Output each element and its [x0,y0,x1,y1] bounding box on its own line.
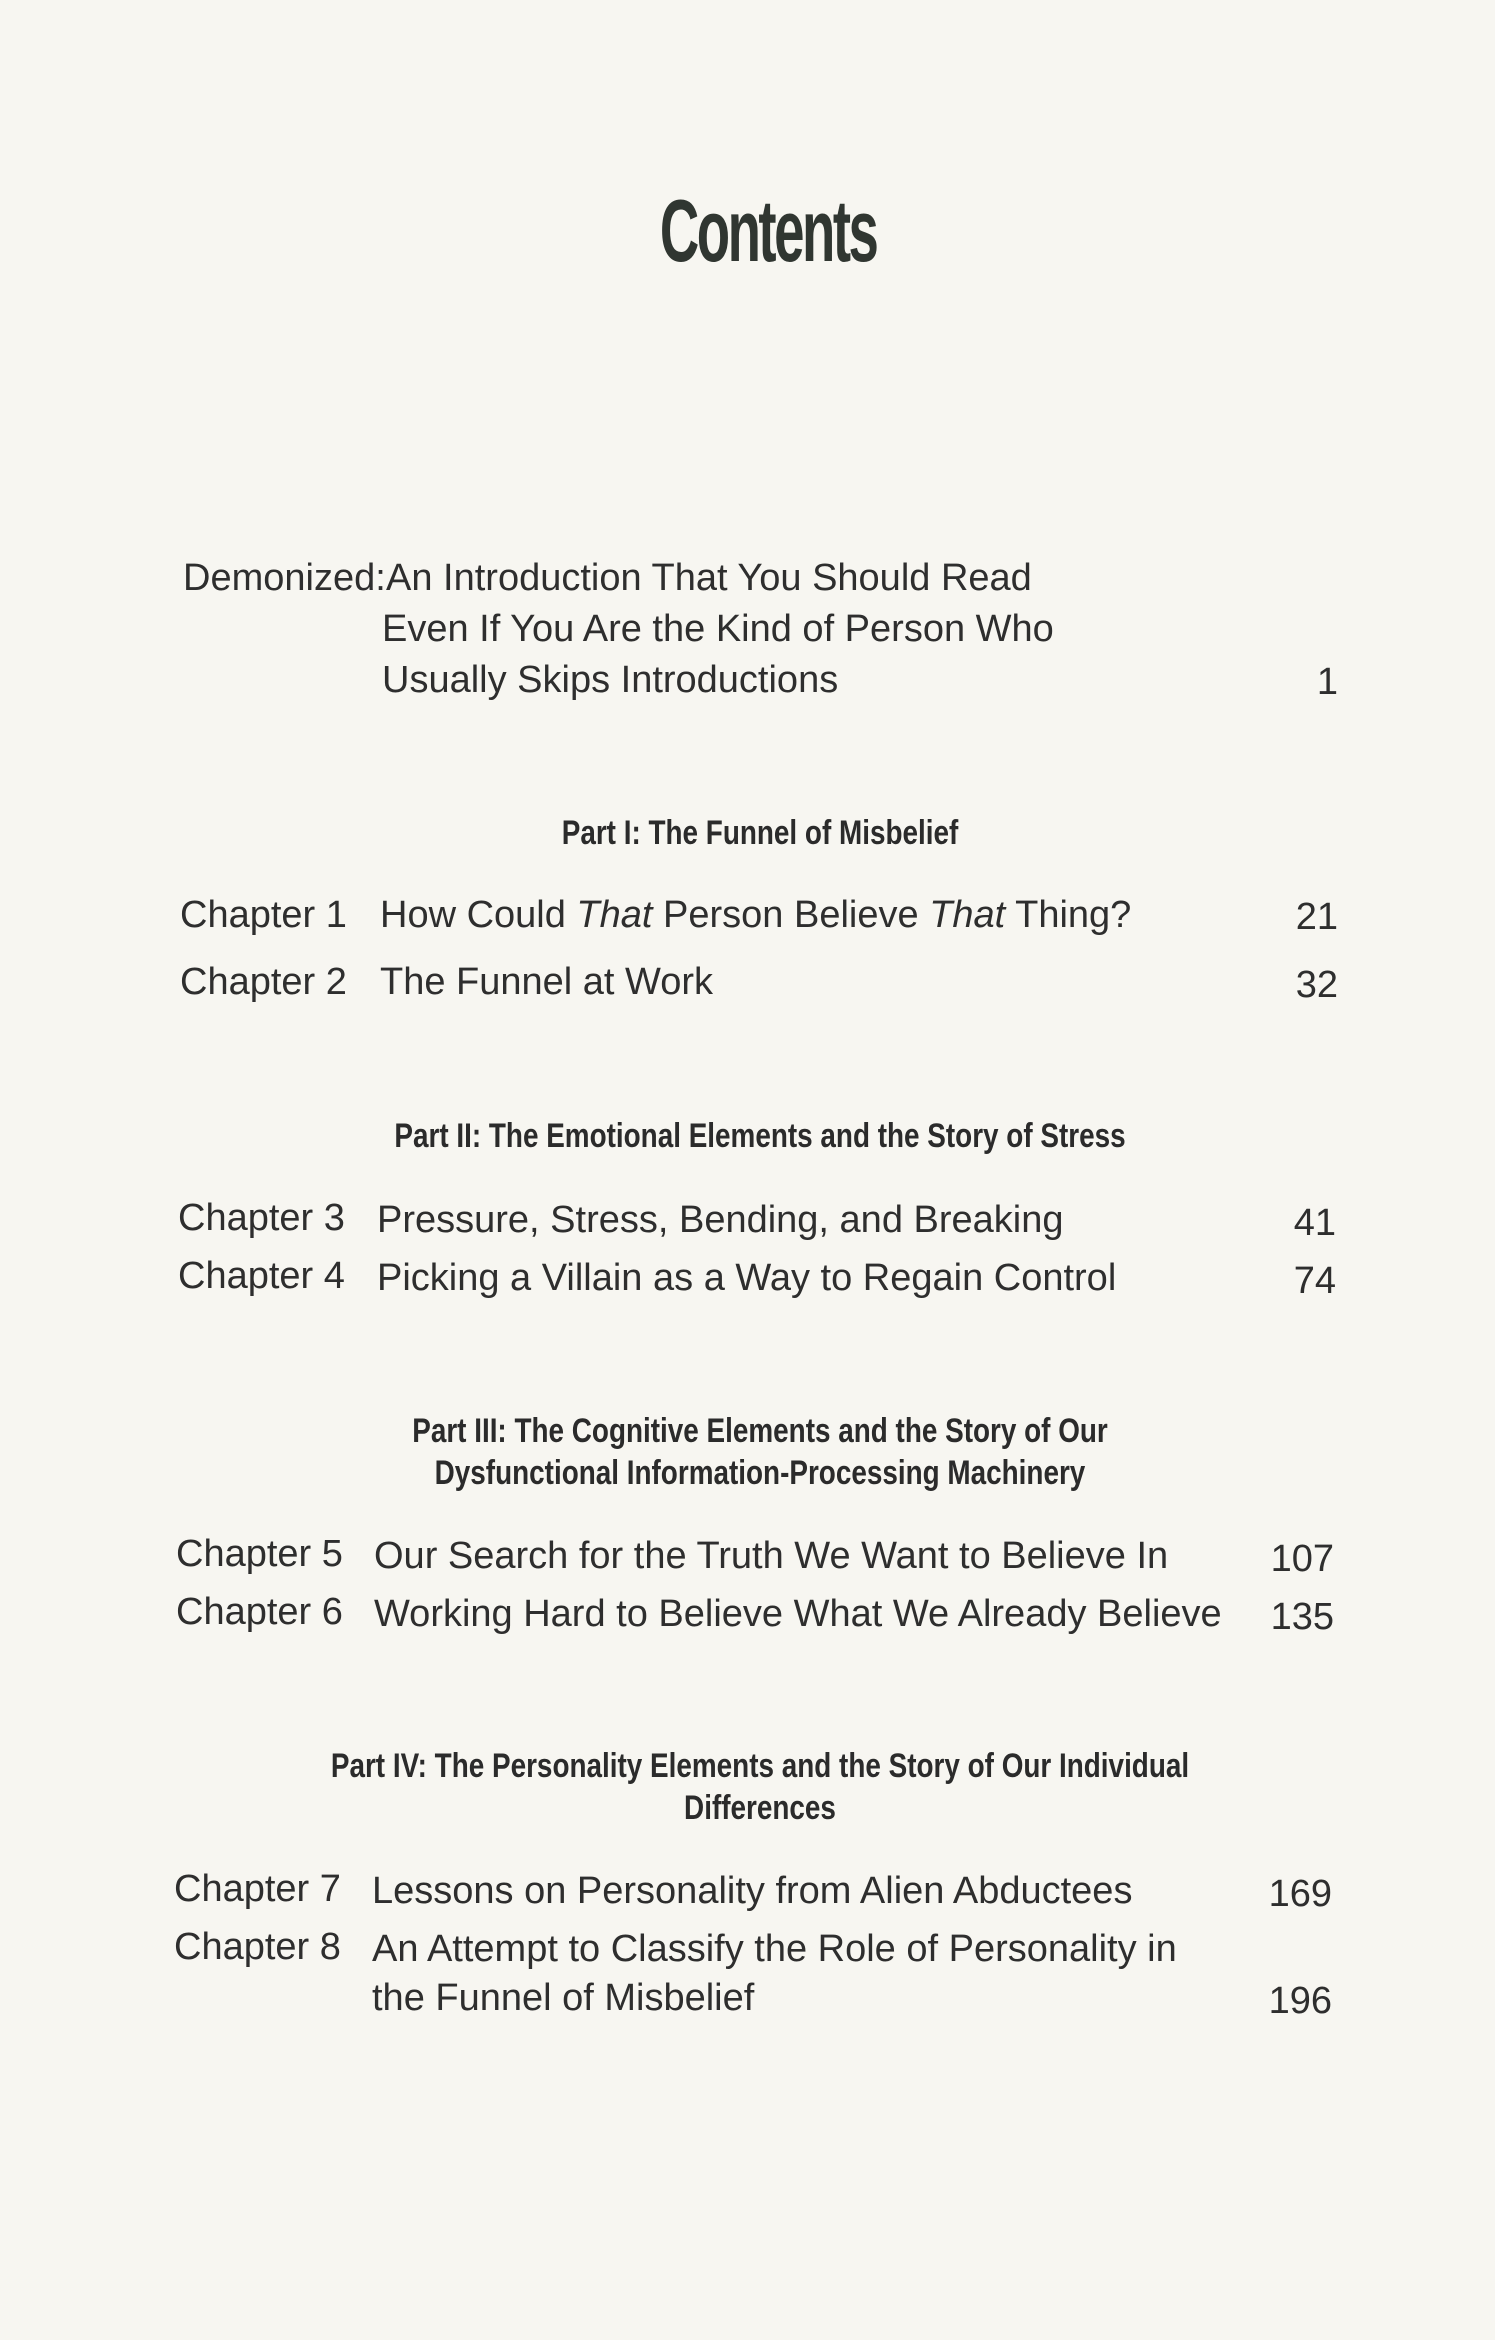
page-number: 196 [1268,1980,1332,2022]
page-number: 1 [1316,661,1338,703]
chapter-title: Our Search for the Truth We Want to Believe In [374,1535,1169,1577]
page-number: 169 [1268,1873,1332,1915]
page-number: 74 [1293,1260,1336,1302]
chapter-title-line: An Attempt to Classify the Role of Personality in [372,1928,1177,1970]
part-heading [137,812,1383,854]
chapter-title: The Funnel at Work [380,961,714,1003]
chapter-title: Working Hard to Believe What We Already Believe [374,1593,1222,1635]
chapter-title: How Could That Person Believe That Thing? [380,894,1132,936]
entry-title-line: An Introduction That You Should Read [386,557,1032,599]
chapter-label: Chapter 5 [176,1533,343,1575]
page-title: Contents [659,181,877,280]
page-number: 41 [1293,1202,1336,1244]
part-heading-line: Part III: The Cognitive Elements and the Story of Our [412,1412,1108,1450]
part-heading-line: Dysfunctional Information-Processing Machinery [434,1454,1086,1492]
page-number: 32 [1295,964,1338,1006]
chapter-label: Chapter 3 [178,1197,345,1239]
chapter-label: Chapter 6 [176,1591,343,1633]
chapter-title: Picking a Villain as a Way to Regain Control [377,1257,1117,1299]
part-heading-line: Part IV: The Personality Elements and the Story of Our Individual [330,1747,1190,1785]
entry-label: Demonized: [183,557,386,599]
part-heading-line: Part II: The Emotional Elements and the Story of Stress [394,1117,1126,1155]
part-heading [137,1115,1383,1157]
chapter-title: Lessons on Personality from Alien Abductees [372,1870,1133,1912]
page-number: 21 [1295,896,1338,938]
page-number: 135 [1270,1596,1334,1638]
chapter-label: Chapter 2 [180,961,347,1003]
part-heading [137,1410,1383,1494]
part-heading-line: Differences [684,1789,836,1827]
entry-title-line: Usually Skips Introductions [382,659,839,701]
page-number: 107 [1270,1538,1334,1580]
chapter-label: Chapter 7 [174,1868,341,1910]
part-heading-line: Part I: The Funnel of Misbelief [561,814,959,852]
chapter-label: Chapter 1 [180,894,347,936]
entry-title-line: Even If You Are the Kind of Person Who [382,608,1054,650]
chapter-title-line: the Funnel of Misbelief [372,1977,755,2019]
chapter-label: Chapter 4 [178,1255,345,1297]
chapter-label: Chapter 8 [174,1926,341,1968]
chapter-title: Pressure, Stress, Bending, and Breaking [377,1199,1064,1241]
part-heading [137,1745,1383,1829]
